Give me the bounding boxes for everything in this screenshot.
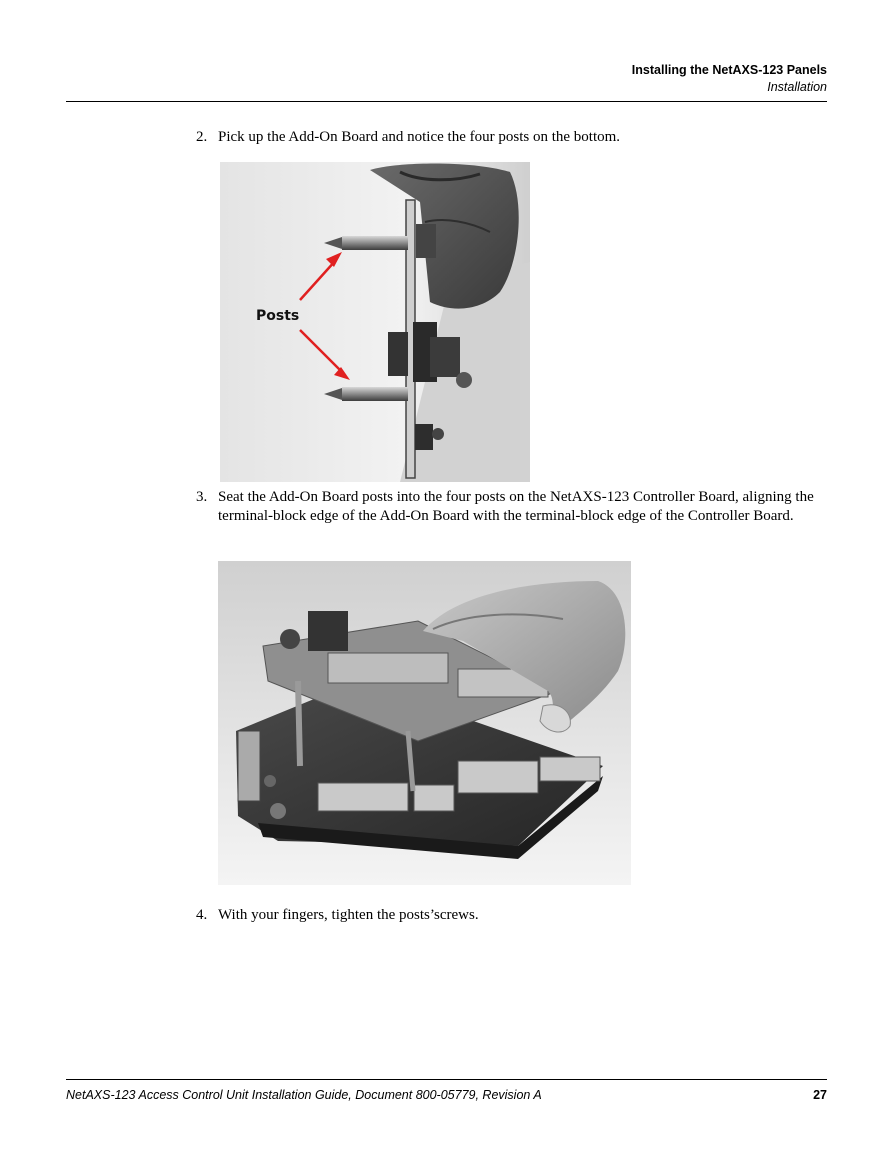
step-2 xyxy=(196,128,836,147)
running-header xyxy=(632,62,827,96)
header-rule xyxy=(66,101,827,102)
step-number: 2. xyxy=(196,129,208,145)
header-subtitle: Installation xyxy=(767,80,827,94)
posts-label: Posts xyxy=(256,308,300,324)
footer-rule xyxy=(66,1079,827,1080)
step-text: Seat the Add-On Board posts into the four posts on the NetAXS-123 Controller Board, aligning the terminal-block edge of the Add-On Board with the terminal-block edge of the Controller Board. xyxy=(218,489,814,524)
footer-document-title: NetAXS-123 Access Control Unit Installation Guide, Document 800-05779, Revision A xyxy=(66,1088,542,1102)
step-4 xyxy=(196,906,836,925)
add-on-board-posts-photo xyxy=(220,162,530,482)
step-3 xyxy=(196,488,836,526)
step-text: Pick up the Add-On Board and notice the four posts on the bottom. xyxy=(218,129,621,145)
running-footer xyxy=(66,1087,827,1104)
page-number: 27 xyxy=(813,1088,827,1102)
seat-add-on-board-photo xyxy=(218,561,631,885)
header-title: Installing the NetAXS-123 Panels xyxy=(631,63,827,77)
step-number: 4. xyxy=(196,907,208,923)
step-number: 3. xyxy=(196,489,208,505)
step-text: With your fingers, tighten the posts’screws. xyxy=(218,907,479,923)
